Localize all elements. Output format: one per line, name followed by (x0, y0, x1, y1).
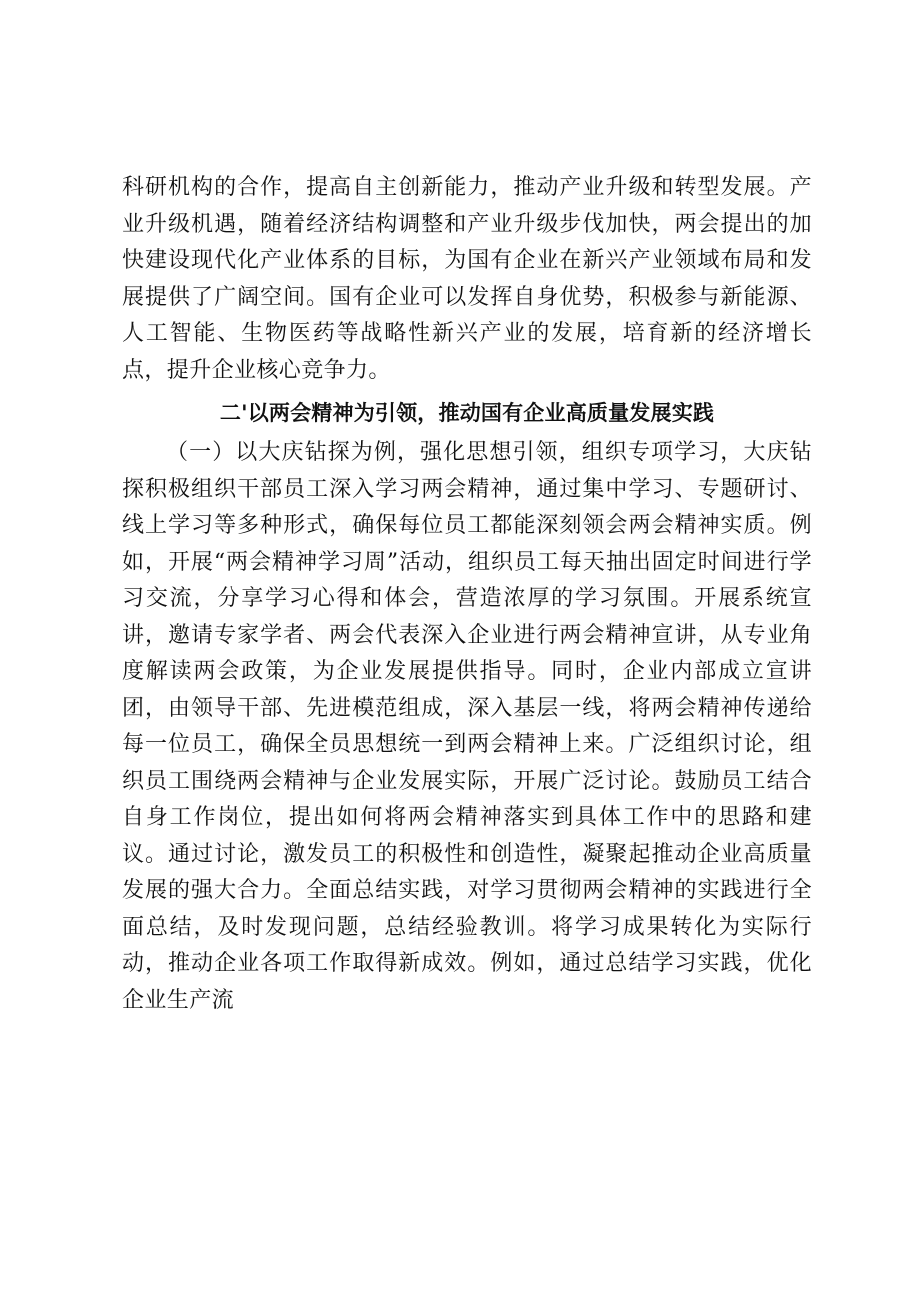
section-heading: 二'以两会精神为引领，推动国有企业高质量发展实践 (219, 401, 715, 425)
document-body (122, 170, 812, 1019)
body-paragraph-daqing: （一）以大庆钻探为例，强化思想引领，组织专项学习，大庆钻探积极组织干部员工深入学习两会精神，通过集中学习、专题研讨、线上学习等多种形式，确保每位员工都能深刻领会两会精神实质。例如，开展“两会精神学习周”活动，组织员工每天抽出固定时间进行学习交流，分享学习心得和体会，营造浓厚的学习氛围。开展系统宣讲，邀请专家学者、两会代表深入企业进行两会精神宣讲，从专业角度解读两会政策，为企业发展提供指导。同时，企业内部成立宣讲团，由领导干部、先进模范组成，深入基层一线，将两会精神传递给每一位员工，确保全员思想统一到两会精神上来。广泛组织讨论，组织员工围绕两会精神与企业发展实际，开展广泛讨论。鼓励员工结合自身工作岗位，提出如何将两会精神落实到具体工作中的思路和建议。通过讨论，激发员工的积极性和创造性，凝聚起推动企业高质量发展的强大合力。全面总结实践，对学习贯彻两会精神的实践进行全面总结，及时发现问题，总结经验教训。将学习成果转化为实际行动，推动企业各项工作取得新成效。例如，通过总结学习实践，优化企业生产流 (122, 440, 812, 1013)
body-paragraph-continued: 科研机构的合作，提高自主创新能力，推动产业升级和转型发展。产业升级机遇，随着经济结构调整和产业升级步伐加快，两会提出的加快建设现代化产业体系的目标，为国有企业在新兴产业领域布局和发展提供了广阔空间。国有企业可以发挥自身优势，积极参与新能源、人工智能、生物医药等战略性新兴产业的发展，培育新的经济增长点，提升企业核心竞争力。 (122, 175, 812, 383)
